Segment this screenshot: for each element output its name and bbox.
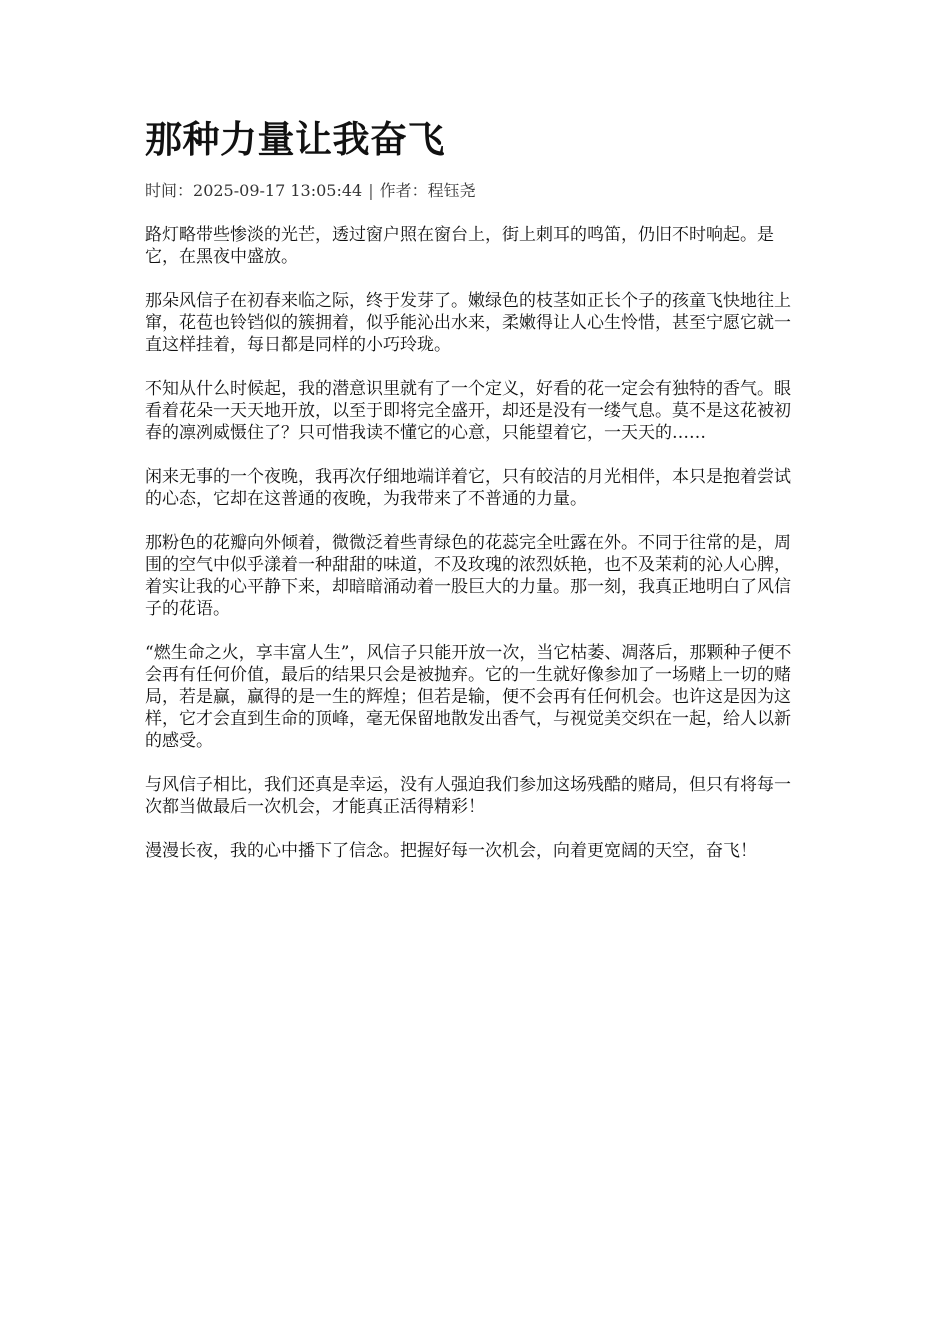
article-title: 那种力量让我奋飞	[145, 118, 445, 161]
time-label: 时间：	[145, 181, 194, 200]
paragraph: 路灯略带些惨淡的光芒，透过窗户照在窗台上，街上刺耳的鸣笛，仍旧不时响起。是它，在黑夜中盛放。	[145, 225, 774, 267]
paragraph: “燃生命之火，享丰富人生”，风信子只能开放一次，当它枯萎、凋落后，那颗种子便不会再有任何价值，最后的结果只会是被抛弃。它的一生就好像参加了一场赌上一切的赌局，若是赢，赢得的是一生的辉煌；但若是输，便不会再有任何机会。也许这是因为这样，它才会直到生命的顶峰，毫无保留地散发出香气，与视觉美交织在一起，给人以新的感受。	[145, 643, 792, 751]
author-label: 作者：	[379, 181, 428, 200]
paragraph: 不知从什么时候起，我的潜意识里就有了一个定义，好看的花一定会有独特的香气。眼看着花朵一天天地开放，以至于即将完全盛开，却还是没有一缕气息。莫不是这花被初春的凛冽威慑住了？只可惜我读不懂它的心意，只能望着它，一天天的……	[145, 379, 791, 443]
article	[145, 112, 805, 884]
paragraph: 那朵风信子在初春来临之际，终于发芽了。嫩绿色的枝茎如正长个子的孩童飞快地往上窜，花苞也铃铛似的簇拥着，似乎能沁出水来，柔嫩得让人心生怜惜，甚至宁愿它就一直这样挂着，每日都是同样的小巧玲珑。	[145, 291, 791, 355]
time-value: 2025-09-17 13:05:44	[193, 181, 363, 200]
author-value: 程钰尧	[427, 181, 476, 200]
paragraph: 与风信子相比，我们还真是幸运，没有人强迫我们参加这场残酷的赌局，但只有将每一次都当做最后一次机会，才能真正活得精彩！	[145, 775, 791, 817]
article-meta	[145, 180, 805, 202]
article-body	[145, 224, 805, 862]
meta-separator: |	[368, 181, 374, 200]
paragraph: 那粉色的花瓣向外倾着，微微泛着些青绿色的花蕊完全吐露在外。不同于往常的是，周围的空气中似乎漾着一种甜甜的味道，不及玫瑰的浓烈妖艳，也不及茉莉的沁人心脾，着实让我的心平静下来，却暗暗涌动着一股巨大的力量。那一刻，我真正地明白了风信子的花语。	[145, 533, 791, 619]
paragraph: 闲来无事的一个夜晚，我再次仔细地端详着它，只有皎洁的月光相伴，本只是抱着尝试的心态，它却在这普通的夜晚，为我带来了不普通的力量。	[145, 467, 791, 509]
paragraph: 漫漫长夜，我的心中播下了信念。把握好每一次机会，向着更宽阔的天空，奋飞！	[145, 841, 757, 861]
